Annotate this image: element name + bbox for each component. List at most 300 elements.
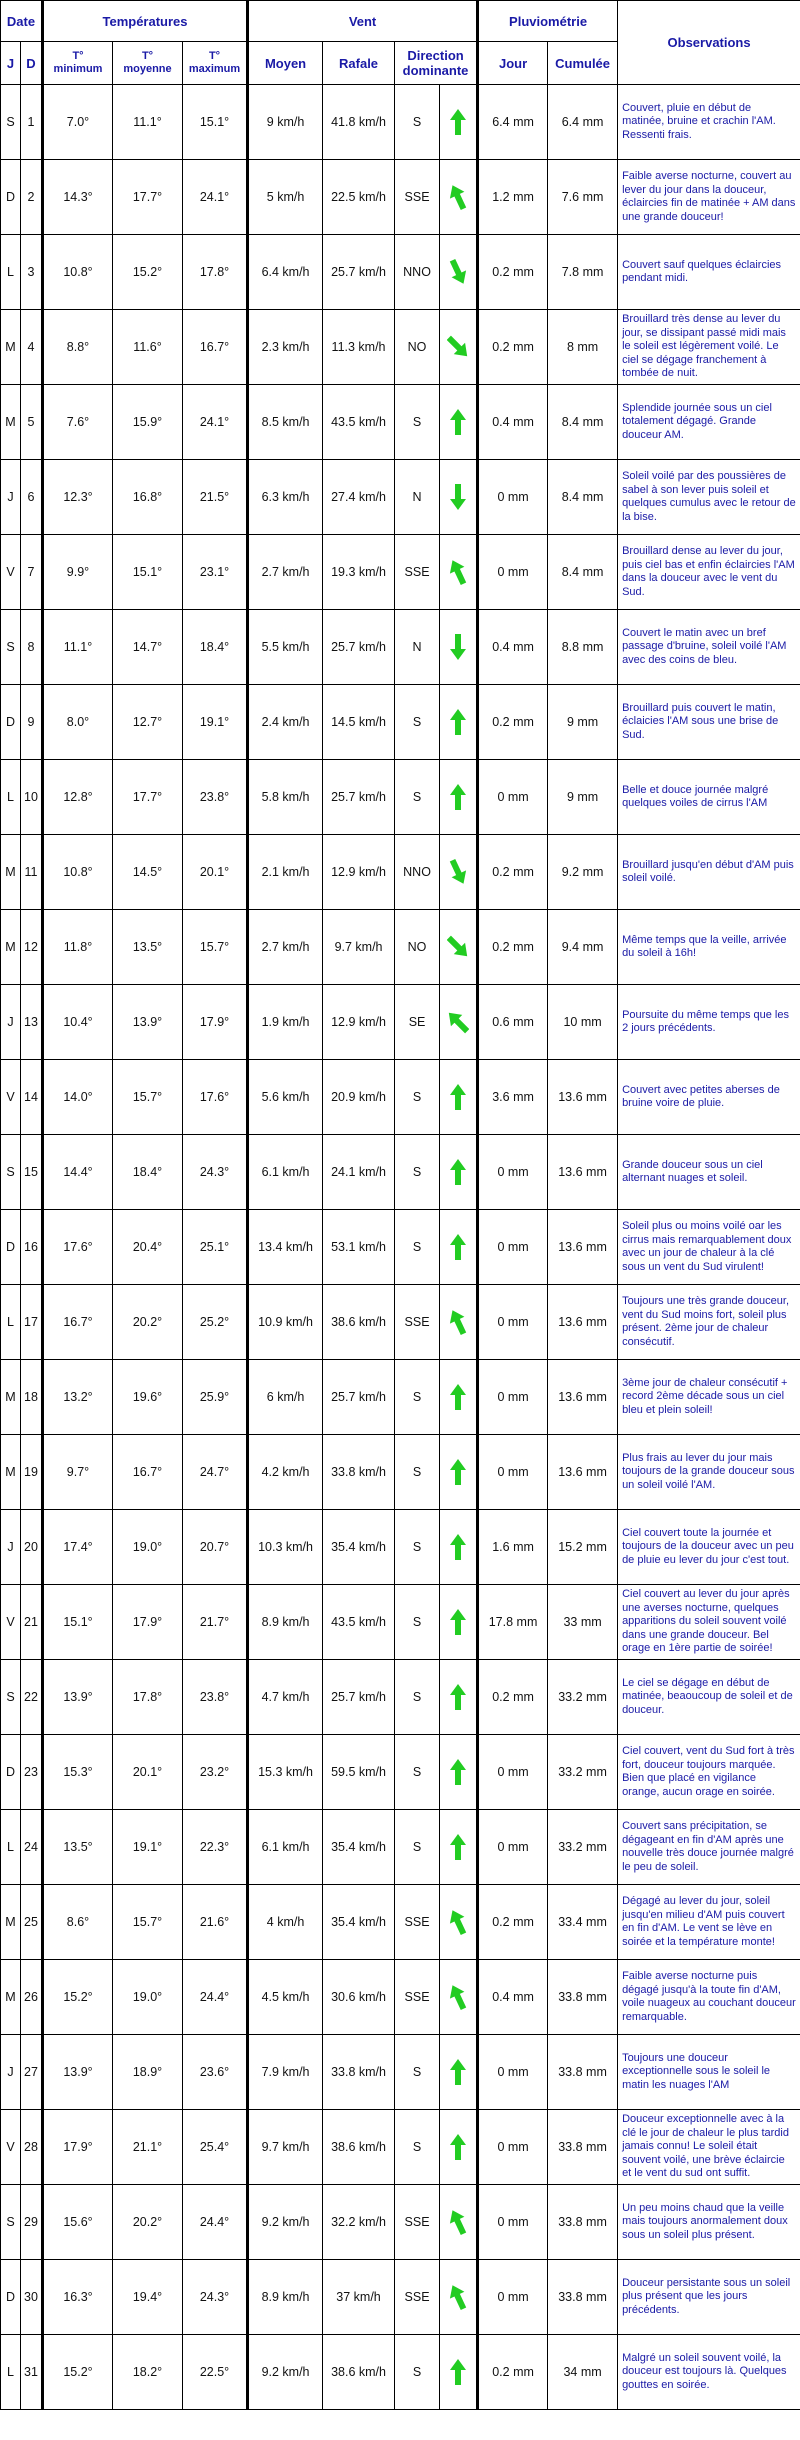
rain-cumulative: 8.4 mm — [548, 535, 618, 610]
temp-min: 10.8° — [43, 835, 113, 910]
table-row — [1, 760, 800, 835]
rain-day: 0 mm — [478, 1210, 548, 1285]
wind-gust: 25.7 km/h — [323, 1360, 395, 1435]
wind-direction: SSE — [395, 1960, 440, 2035]
temp-max: 24.4° — [183, 2185, 248, 2260]
day-letter: D — [1, 160, 21, 235]
wind-direction: SSE — [395, 2260, 440, 2335]
wind-avg: 6.3 km/h — [248, 460, 323, 535]
observation: 3ème jour de chaleur consécutif + record 2ème décade sous un ciel bleu et plein soleil! — [618, 1360, 800, 1435]
wind-direction: N — [395, 460, 440, 535]
wind-avg: 2.7 km/h — [248, 535, 323, 610]
temp-max: 21.7° — [183, 1585, 248, 1660]
wind-arrow-icon — [440, 610, 478, 685]
wind-direction: NNO — [395, 835, 440, 910]
wind-gust: 19.3 km/h — [323, 535, 395, 610]
wind-arrow-icon — [440, 985, 478, 1060]
rain-day: 0 mm — [478, 1360, 548, 1435]
wind-avg: 4.7 km/h — [248, 1660, 323, 1735]
header-rafale: Rafale — [323, 42, 395, 85]
wind-arrow-icon — [440, 2185, 478, 2260]
temp-min: 14.4° — [43, 1135, 113, 1210]
temp-max: 20.7° — [183, 1510, 248, 1585]
temp-max: 17.9° — [183, 985, 248, 1060]
day-letter: D — [1, 1735, 21, 1810]
rain-day: 0.2 mm — [478, 835, 548, 910]
wind-gust: 37 km/h — [323, 2260, 395, 2335]
temp-min: 17.4° — [43, 1510, 113, 1585]
wind-avg: 2.3 km/h — [248, 310, 323, 385]
wind-arrow-icon — [440, 1585, 478, 1660]
table-row — [1, 1735, 800, 1810]
day-number: 21 — [21, 1585, 43, 1660]
wind-arrow-icon — [440, 535, 478, 610]
wind-gust: 59.5 km/h — [323, 1735, 395, 1810]
wind-direction: S — [395, 85, 440, 160]
temp-avg: 18.9° — [113, 2035, 183, 2110]
temp-avg: 17.7° — [113, 160, 183, 235]
table-row — [1, 1585, 800, 1660]
wind-direction: NNO — [395, 235, 440, 310]
wind-arrow-icon — [440, 310, 478, 385]
day-number: 18 — [21, 1360, 43, 1435]
header-moyen: Moyen — [248, 42, 323, 85]
table-row — [1, 2185, 800, 2260]
day-number: 1 — [21, 85, 43, 160]
wind-direction: S — [395, 2335, 440, 2410]
day-letter: M — [1, 910, 21, 985]
temp-avg: 19.0° — [113, 1510, 183, 1585]
wind-arrow-icon — [440, 1510, 478, 1585]
observation: Un peu moins chaud que la veille mais toujours anormalement doux sous un soleil plus présent. — [618, 2185, 800, 2260]
day-letter: M — [1, 310, 21, 385]
table-row — [1, 535, 800, 610]
day-letter: L — [1, 2335, 21, 2410]
rain-day: 17.8 mm — [478, 1585, 548, 1660]
temp-avg: 17.9° — [113, 1585, 183, 1660]
temp-max: 15.7° — [183, 910, 248, 985]
day-letter: J — [1, 985, 21, 1060]
header-jour: Jour — [478, 42, 548, 85]
rain-day: 0.2 mm — [478, 2335, 548, 2410]
wind-gust: 25.7 km/h — [323, 235, 395, 310]
day-letter: V — [1, 2110, 21, 2185]
rain-day: 0.4 mm — [478, 610, 548, 685]
day-letter: L — [1, 235, 21, 310]
wind-direction: S — [395, 760, 440, 835]
temp-min: 7.0° — [43, 85, 113, 160]
temp-min: 13.2° — [43, 1360, 113, 1435]
wind-avg: 9.2 km/h — [248, 2335, 323, 2410]
temp-max: 24.3° — [183, 2260, 248, 2335]
rain-cumulative: 33.8 mm — [548, 2110, 618, 2185]
rain-day: 0.2 mm — [478, 1885, 548, 1960]
rain-day: 0 mm — [478, 1135, 548, 1210]
temp-min: 14.3° — [43, 160, 113, 235]
temp-avg: 16.7° — [113, 1435, 183, 1510]
day-letter: S — [1, 610, 21, 685]
day-letter: J — [1, 2035, 21, 2110]
rain-day: 1.6 mm — [478, 1510, 548, 1585]
temp-min: 15.2° — [43, 1960, 113, 2035]
wind-arrow-icon — [440, 1360, 478, 1435]
temp-max: 23.8° — [183, 760, 248, 835]
wind-arrow-icon — [440, 760, 478, 835]
wind-arrow-icon — [440, 1885, 478, 1960]
wind-arrow-icon — [440, 1735, 478, 1810]
day-letter: S — [1, 1660, 21, 1735]
rain-cumulative: 7.8 mm — [548, 235, 618, 310]
temp-avg: 14.5° — [113, 835, 183, 910]
wind-direction: S — [395, 1135, 440, 1210]
temp-avg: 13.5° — [113, 910, 183, 985]
day-number: 19 — [21, 1435, 43, 1510]
wind-avg: 4.5 km/h — [248, 1960, 323, 2035]
day-number: 28 — [21, 2110, 43, 2185]
temp-avg: 15.7° — [113, 1885, 183, 1960]
observation: Soleil voilé par des poussières de sabel à son lever puis soleil et quelques cumulus avec le retour de la bise. — [618, 460, 800, 535]
day-letter: S — [1, 2185, 21, 2260]
temp-max: 18.4° — [183, 610, 248, 685]
wind-gust: 53.1 km/h — [323, 1210, 395, 1285]
wind-arrow-icon — [440, 1135, 478, 1210]
rain-day: 0.2 mm — [478, 310, 548, 385]
day-number: 14 — [21, 1060, 43, 1135]
day-letter: M — [1, 1360, 21, 1435]
temp-min: 12.3° — [43, 460, 113, 535]
day-number: 4 — [21, 310, 43, 385]
header-d: D — [21, 42, 43, 85]
wind-direction: SSE — [395, 1885, 440, 1960]
wind-avg: 5.8 km/h — [248, 760, 323, 835]
day-letter: M — [1, 1960, 21, 2035]
rain-day: 0 mm — [478, 1435, 548, 1510]
wind-gust: 30.6 km/h — [323, 1960, 395, 2035]
table-row — [1, 385, 800, 460]
wind-avg: 2.4 km/h — [248, 685, 323, 760]
wind-gust: 14.5 km/h — [323, 685, 395, 760]
wind-gust: 25.7 km/h — [323, 760, 395, 835]
wind-avg: 4 km/h — [248, 1885, 323, 1960]
rain-cumulative: 13.6 mm — [548, 1285, 618, 1360]
temp-max: 24.4° — [183, 1960, 248, 2035]
observation: Toujours une très grande douceur, vent du Sud moins fort, soleil plus présent. 2ème jour de chaleur consécutif. — [618, 1285, 800, 1360]
wind-direction: S — [395, 2110, 440, 2185]
day-letter: L — [1, 1810, 21, 1885]
rain-cumulative: 33 mm — [548, 1585, 618, 1660]
table-row — [1, 1510, 800, 1585]
wind-avg: 2.7 km/h — [248, 910, 323, 985]
rain-cumulative: 33.2 mm — [548, 1810, 618, 1885]
rain-cumulative: 10 mm — [548, 985, 618, 1060]
temp-max: 25.4° — [183, 2110, 248, 2185]
day-letter: L — [1, 760, 21, 835]
table-body — [1, 85, 800, 2410]
day-number: 10 — [21, 760, 43, 835]
wind-avg: 8.9 km/h — [248, 2260, 323, 2335]
wind-direction: NO — [395, 910, 440, 985]
temp-avg: 20.1° — [113, 1735, 183, 1810]
observation: Douceur exceptionnelle avec à la clé le jour de chaleur le plus tardid jamais connu! Le soleil était souvent voilé, une brève éclaircie et le vent du sud ont suffit. — [618, 2110, 800, 2185]
rain-day: 1.2 mm — [478, 160, 548, 235]
table-row — [1, 1435, 800, 1510]
day-letter: M — [1, 1885, 21, 1960]
temp-min: 8.6° — [43, 1885, 113, 1960]
temp-min: 16.3° — [43, 2260, 113, 2335]
table-row — [1, 1360, 800, 1435]
temp-avg: 20.4° — [113, 1210, 183, 1285]
wind-direction: S — [395, 1435, 440, 1510]
temp-max: 21.5° — [183, 460, 248, 535]
table-row — [1, 160, 800, 235]
wind-arrow-icon — [440, 160, 478, 235]
wind-arrow-icon — [440, 1435, 478, 1510]
day-number: 2 — [21, 160, 43, 235]
temp-avg: 14.7° — [113, 610, 183, 685]
wind-direction: N — [395, 610, 440, 685]
temp-max: 23.1° — [183, 535, 248, 610]
wind-gust: 33.8 km/h — [323, 1435, 395, 1510]
temp-avg: 13.9° — [113, 985, 183, 1060]
observation: Couvert sans précipitation, se dégageant en fin d'AM après une nouvelle très douce journée malgré le peu de soleil. — [618, 1810, 800, 1885]
wind-gust: 12.9 km/h — [323, 835, 395, 910]
wind-gust: 38.6 km/h — [323, 1285, 395, 1360]
rain-cumulative: 9.2 mm — [548, 835, 618, 910]
day-number: 12 — [21, 910, 43, 985]
wind-avg: 5 km/h — [248, 160, 323, 235]
temp-min: 15.1° — [43, 1585, 113, 1660]
wind-direction: S — [395, 1360, 440, 1435]
table-row — [1, 460, 800, 535]
temp-max: 21.6° — [183, 1885, 248, 1960]
observation: Brouillard très dense au lever du jour, se dissipant passé midi mais le soleil est légèrement voilé. Le ciel se dégage franchement à tombée de nuit. — [618, 310, 800, 385]
wind-avg: 5.6 km/h — [248, 1060, 323, 1135]
day-number: 5 — [21, 385, 43, 460]
day-letter: D — [1, 685, 21, 760]
day-number: 6 — [21, 460, 43, 535]
header-tmoy: T° moyenne — [113, 42, 183, 85]
temp-avg: 18.2° — [113, 2335, 183, 2410]
day-number: 30 — [21, 2260, 43, 2335]
rain-cumulative: 8 mm — [548, 310, 618, 385]
wind-gust: 27.4 km/h — [323, 460, 395, 535]
rain-cumulative: 33.2 mm — [548, 1660, 618, 1735]
header-tmax: T° maximum — [183, 42, 248, 85]
wind-avg: 6 km/h — [248, 1360, 323, 1435]
wind-avg: 9.7 km/h — [248, 2110, 323, 2185]
day-number: 9 — [21, 685, 43, 760]
wind-direction: SE — [395, 985, 440, 1060]
rain-day: 0.2 mm — [478, 1660, 548, 1735]
wind-direction: S — [395, 1585, 440, 1660]
table-row — [1, 85, 800, 160]
table-row — [1, 2260, 800, 2335]
day-number: 26 — [21, 1960, 43, 2035]
wind-avg: 5.5 km/h — [248, 610, 323, 685]
observation: Malgré un soleil souvent voilé, la douceur est toujours là. Quelques gouttes en soirée. — [618, 2335, 800, 2410]
temp-avg: 16.8° — [113, 460, 183, 535]
wind-direction: NO — [395, 310, 440, 385]
wind-direction: S — [395, 1510, 440, 1585]
wind-arrow-icon — [440, 2035, 478, 2110]
rain-cumulative: 13.6 mm — [548, 1210, 618, 1285]
wind-gust: 41.8 km/h — [323, 85, 395, 160]
temp-max: 15.1° — [183, 85, 248, 160]
day-number: 3 — [21, 235, 43, 310]
rain-day: 0.2 mm — [478, 235, 548, 310]
day-number: 31 — [21, 2335, 43, 2410]
wind-avg: 4.2 km/h — [248, 1435, 323, 1510]
wind-gust: 20.9 km/h — [323, 1060, 395, 1135]
temp-max: 25.2° — [183, 1285, 248, 1360]
rain-day: 0 mm — [478, 1285, 548, 1360]
wind-arrow-icon — [440, 235, 478, 310]
table-row — [1, 2335, 800, 2410]
day-number: 23 — [21, 1735, 43, 1810]
wind-avg: 1.9 km/h — [248, 985, 323, 1060]
wind-avg: 6.4 km/h — [248, 235, 323, 310]
temp-avg: 17.8° — [113, 1660, 183, 1735]
observation: Brouillard dense au lever du jour, puis ciel bas et enfin éclaircies l'AM dans la douceur avec le vent du Sud. — [618, 535, 800, 610]
observation: Grande douceur sous un ciel alternant nuages et soleil. — [618, 1135, 800, 1210]
day-letter: L — [1, 1285, 21, 1360]
wind-arrow-icon — [440, 1660, 478, 1735]
rain-day: 0 mm — [478, 2110, 548, 2185]
temp-min: 15.6° — [43, 2185, 113, 2260]
temp-avg: 19.1° — [113, 1810, 183, 1885]
temp-max: 24.7° — [183, 1435, 248, 1510]
day-number: 8 — [21, 610, 43, 685]
rain-cumulative: 15.2 mm — [548, 1510, 618, 1585]
temp-max: 22.5° — [183, 2335, 248, 2410]
day-number: 24 — [21, 1810, 43, 1885]
observation: Couvert sauf quelques éclaircies pendant midi. — [618, 235, 800, 310]
wind-avg: 8.9 km/h — [248, 1585, 323, 1660]
table-row — [1, 235, 800, 310]
temp-avg: 19.0° — [113, 1960, 183, 2035]
wind-gust: 35.4 km/h — [323, 1810, 395, 1885]
rain-cumulative: 33.8 mm — [548, 2035, 618, 2110]
rain-day: 0 mm — [478, 2185, 548, 2260]
table-row — [1, 1810, 800, 1885]
rain-day: 0 mm — [478, 2035, 548, 2110]
wind-arrow-icon — [440, 1810, 478, 1885]
temp-avg: 11.1° — [113, 85, 183, 160]
observation: Le ciel se dégage en début de matinée, beaoucoup de soleil et de douceur. — [618, 1660, 800, 1735]
temp-min: 13.5° — [43, 1810, 113, 1885]
rain-cumulative: 34 mm — [548, 2335, 618, 2410]
temp-max: 16.7° — [183, 310, 248, 385]
rain-cumulative: 33.8 mm — [548, 1960, 618, 2035]
temp-max: 17.6° — [183, 1060, 248, 1135]
header-cumulee: Cumulée — [548, 42, 618, 85]
rain-cumulative: 9 mm — [548, 760, 618, 835]
wind-arrow-icon — [440, 685, 478, 760]
table-row — [1, 910, 800, 985]
wind-direction: S — [395, 385, 440, 460]
day-number: 22 — [21, 1660, 43, 1735]
day-letter: D — [1, 1210, 21, 1285]
day-letter: M — [1, 1435, 21, 1510]
temp-min: 7.6° — [43, 385, 113, 460]
table-row — [1, 1885, 800, 1960]
temp-min: 12.8° — [43, 760, 113, 835]
rain-cumulative: 13.6 mm — [548, 1360, 618, 1435]
temp-min: 11.1° — [43, 610, 113, 685]
wind-direction: S — [395, 685, 440, 760]
table-row — [1, 610, 800, 685]
rain-cumulative: 13.6 mm — [548, 1060, 618, 1135]
wind-avg: 6.1 km/h — [248, 1810, 323, 1885]
day-number: 20 — [21, 1510, 43, 1585]
day-letter: V — [1, 1060, 21, 1135]
wind-gust: 43.5 km/h — [323, 1585, 395, 1660]
temp-max: 24.1° — [183, 385, 248, 460]
wind-gust: 25.7 km/h — [323, 1660, 395, 1735]
table-row — [1, 835, 800, 910]
table-row — [1, 1135, 800, 1210]
wind-direction: S — [395, 1810, 440, 1885]
wind-gust: 33.8 km/h — [323, 2035, 395, 2110]
temp-max: 17.8° — [183, 235, 248, 310]
wind-avg: 10.9 km/h — [248, 1285, 323, 1360]
temp-max: 24.3° — [183, 1135, 248, 1210]
wind-arrow-icon — [440, 835, 478, 910]
temp-min: 9.7° — [43, 1435, 113, 1510]
table-row — [1, 1660, 800, 1735]
temp-min: 14.0° — [43, 1060, 113, 1135]
rain-day: 0.2 mm — [478, 685, 548, 760]
rain-cumulative: 13.6 mm — [548, 1435, 618, 1510]
rain-day: 6.4 mm — [478, 85, 548, 160]
observation: Splendide journée sous un ciel totalement dégagé. Grande douceur AM. — [618, 385, 800, 460]
rain-cumulative: 33.4 mm — [548, 1885, 618, 1960]
rain-day: 0 mm — [478, 760, 548, 835]
rain-cumulative: 6.4 mm — [548, 85, 618, 160]
observation: Couvert avec petites aberses de bruine voire de pluie. — [618, 1060, 800, 1135]
header-date: Date — [1, 1, 43, 42]
temp-min: 15.3° — [43, 1735, 113, 1810]
day-number: 13 — [21, 985, 43, 1060]
wind-avg: 15.3 km/h — [248, 1735, 323, 1810]
observation: Toujours une douceur exceptionnelle sous le soleil le matin les nuages l'AM — [618, 2035, 800, 2110]
wind-direction: S — [395, 1660, 440, 1735]
temp-min: 13.9° — [43, 1660, 113, 1735]
temp-max: 23.2° — [183, 1735, 248, 1810]
temp-min: 16.7° — [43, 1285, 113, 1360]
temp-min: 8.0° — [43, 685, 113, 760]
wind-arrow-icon — [440, 2110, 478, 2185]
header-vent: Vent — [248, 1, 478, 42]
day-letter: V — [1, 535, 21, 610]
temp-min: 15.2° — [43, 2335, 113, 2410]
table-row — [1, 985, 800, 1060]
wind-direction: SSE — [395, 535, 440, 610]
temp-min: 13.9° — [43, 2035, 113, 2110]
wind-gust: 22.5 km/h — [323, 160, 395, 235]
wind-gust: 38.6 km/h — [323, 2335, 395, 2410]
rain-cumulative: 13.6 mm — [548, 1135, 618, 1210]
rain-day: 0.4 mm — [478, 385, 548, 460]
rain-day: 0 mm — [478, 535, 548, 610]
wind-avg: 8.5 km/h — [248, 385, 323, 460]
wind-arrow-icon — [440, 1060, 478, 1135]
rain-day: 0.2 mm — [478, 910, 548, 985]
day-number: 11 — [21, 835, 43, 910]
temp-avg: 15.9° — [113, 385, 183, 460]
day-letter: S — [1, 85, 21, 160]
wind-avg: 2.1 km/h — [248, 835, 323, 910]
